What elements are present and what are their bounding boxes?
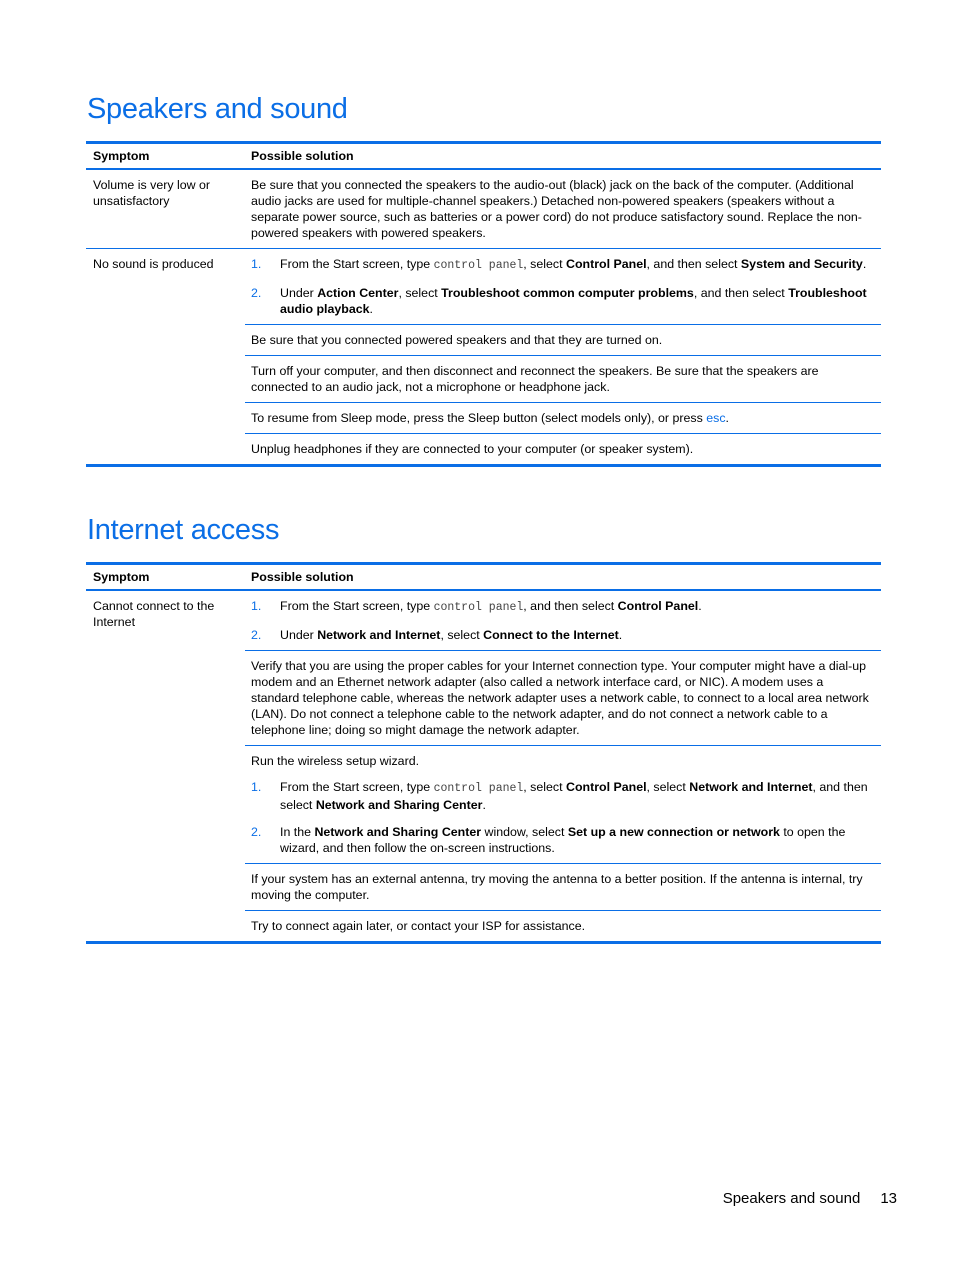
table-row xyxy=(86,249,881,467)
step-text: Under Action Center, select Troubleshoot common computer problems, and then select Troubleshoot audio playback. xyxy=(280,286,867,316)
solution-cell: If your system has an external antenna, try moving the antenna to a better position. If the antenna is internal, try moving the computer. xyxy=(245,864,881,911)
list-item xyxy=(251,285,871,317)
solution-steps xyxy=(245,249,881,325)
wizard-intro: Run the wireless setup wizard. xyxy=(251,754,420,768)
solution-steps xyxy=(245,591,881,651)
header-symptom: Symptom xyxy=(93,149,150,163)
table-row xyxy=(86,591,881,944)
solution-cell: Be sure that you connected the speakers to the audio-out (black) jack on the back of the computer. (Additional audio jacks are used for multiple-channel speakers.) Detached non-powered speakers (speakers without a separate power source, such as batteries or a power cord) do not produce satisfactory sound. Replace the non-powered speakers with powered speakers. xyxy=(251,178,862,240)
list-item xyxy=(251,824,871,856)
symptom-cell: No sound is produced xyxy=(93,257,214,271)
esc-key-link[interactable]: esc xyxy=(706,411,726,425)
section-title-internet: Internet access xyxy=(87,514,280,546)
step-number: 1. xyxy=(251,257,262,271)
symptom-cell: Volume is very low or unsatisfactory xyxy=(93,178,211,208)
step-text: From the Start screen, type control panel, select Control Panel, and then select System and Security. xyxy=(280,257,867,272)
list-item xyxy=(251,256,871,274)
list-item xyxy=(251,598,871,616)
solution-steps xyxy=(245,746,881,864)
internet-table xyxy=(86,562,881,944)
step-number: 1. xyxy=(251,599,262,613)
footer-section-name: Speakers and sound xyxy=(722,1190,861,1207)
header-symptom: Symptom xyxy=(93,570,150,584)
step-text: From the Start screen, type control panel, select Control Panel, select Network and Internet, and then select Network and Sharing Center. xyxy=(280,780,868,812)
page-footer xyxy=(723,1191,897,1207)
table-header xyxy=(86,141,881,170)
step-text: Under Network and Internet, select Connect to the Internet. xyxy=(280,628,623,642)
header-solution: Possible solution xyxy=(251,570,354,584)
solution-cell: Be sure that you connected powered speakers and that they are turned on. xyxy=(245,325,881,356)
step-number: 2. xyxy=(251,286,262,300)
solution-cell: To resume from Sleep mode, press the Sleep button (select models only), or press esc. xyxy=(245,403,881,434)
table-header xyxy=(86,562,881,591)
page-number: 13 xyxy=(880,1190,897,1207)
list-item xyxy=(251,779,871,813)
speakers-table xyxy=(86,141,881,467)
solution-cell: Unplug headphones if they are connected to your computer (or speaker system). xyxy=(251,442,694,456)
solution-cell: Turn off your computer, and then disconnect and reconnect the speakers. Be sure that the speakers are connected to an audio jack, not a microphone or headphone jack. xyxy=(245,356,881,403)
step-number: 2. xyxy=(251,628,262,642)
table-row xyxy=(86,170,881,249)
section-title-speakers: Speakers and sound xyxy=(87,93,348,125)
step-number: 2. xyxy=(251,825,262,839)
step-text: In the Network and Sharing Center window, select Set up a new connection or network to open the wizard, and then follow the on-screen instructions. xyxy=(280,825,846,855)
solution-cell: Try to connect again later, or contact your ISP for assistance. xyxy=(251,919,586,933)
symptom-cell: Cannot connect to the Internet xyxy=(93,599,215,629)
list-item xyxy=(251,627,871,643)
header-solution: Possible solution xyxy=(251,149,354,163)
step-text: From the Start screen, type control panel, and then select Control Panel. xyxy=(280,599,702,614)
solution-cell: Verify that you are using the proper cables for your Internet connection type. Your computer might have a dial-up modem and an Ethernet network adapter (also called a network interface card, or NIC). A modem uses a standard telephone cable, whereas the network adapter uses a network cable, to connect to a local area network (LAN). Do not connect a telephone cable to the network adapter, and do not connect a network cable to a telephone line; doing so might damage the network adapter. xyxy=(245,651,881,746)
step-number: 1. xyxy=(251,780,262,794)
